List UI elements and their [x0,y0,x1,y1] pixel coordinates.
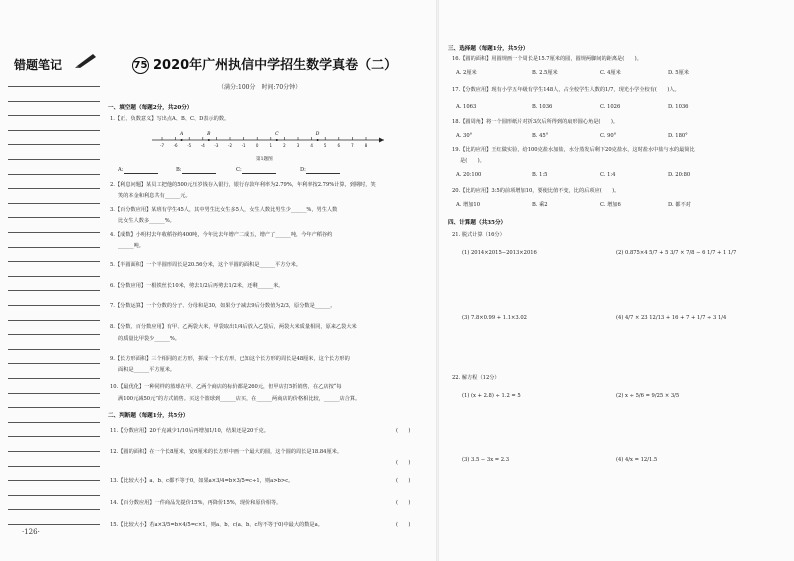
margin-rule-line [8,436,100,437]
margin-rule-line [8,451,100,452]
exam-title [132,54,397,74]
calc-2: (2) 0.875×4 5/7 + 5 3/7 × 7/8 − 6 1/7 + 1 1/7 [616,250,737,256]
mistake-notes-column [8,46,96,546]
q19-option-d: D. 20:80 [668,172,691,178]
q12-answer-bracket: ( ) [396,460,411,466]
margin-rule-line [8,524,100,525]
number-line-tick-label: 5 [323,143,327,148]
calc-3: (3) 7.8×0.99 + 1.1×3.02 [462,315,527,321]
page-number: ·126· [22,528,40,536]
number-line-point-label: D [315,132,320,137]
section-fill-in: 一、填空题（每题2分，共20分） [108,105,193,111]
question-12: 12.【圆的面积】在一个长8厘米，宽6厘米的长方形中画一个最大的圆，这个圆的周长是18.84厘米。 [110,449,343,455]
q1-answer-c: C: [236,167,276,174]
question-20: 20.【比的应用】3:5的前项增加10，要使比值不变，比的后项应( )。 [452,188,620,194]
question-9-cont: 面积是______平方厘米。 [118,367,176,373]
q17-option-a: A. 1063 [456,104,477,110]
score-time-info: （满分:100分 时间:70分钟） [218,84,302,91]
question-8-cont: 的质量比甲袋少______%。 [118,336,180,342]
margin-rule-line [8,261,100,262]
q15-answer-bracket: ( ) [396,522,411,528]
question-5: 5.【半圆面积】一个半圆形周长是20.56分米，这个半圆的面积是______平方分米。 [110,262,301,268]
number-line-tick-label: 2 [283,143,286,148]
question-11: 11.【分数应用】20千克减少1/10后再增加1/10，结果还是20千克。 [110,428,269,434]
q17-option-b: B. 1036 [532,104,553,110]
q17-option-c: C. 1026 [600,104,621,110]
margin-rule-line [8,159,100,160]
q1-answer-d: D: [300,167,340,174]
margin-rule-line [8,363,100,364]
question-21: 21. 脱式计算（16分） [452,232,505,238]
margin-rule-line [8,509,100,510]
page-fold [436,0,439,561]
number-line-tick-label: -2 [228,143,232,148]
margin-rule-line [8,378,100,379]
question-3-cont: 比女生人数多______%。 [118,218,175,224]
calc-1: (1) 2014×2015−2013×2016 [462,250,537,256]
question-17: 17.【分数应用】现有小学五年级有学生148人，占全校学生人数的1/7，现光小学全校有( )人。 [452,87,680,93]
question-6: 6.【分数应用】一根铁丝长10米，剪去1/2后再剪去1/2米，还剩______米。 [110,283,284,289]
margin-rule-line [8,144,100,145]
question-9: 9.【长方形面积】三个相同的正方形，拼成一个长方形，已知这个长方形的周长是48厘米，这个长方形的 [110,356,350,362]
question-16: 16.【圆的面积】用圆规画一个周长是15.7厘米的圆，圆规两脚间的距离是( )。 [452,56,642,62]
question-14: 14.【百分数应用】一件商品先提价15%，再降价15%，现价和原价相等。 [110,500,282,506]
question-10-cont: 满100元减50元”的方式销售。买这个篮球到______店买，在______两商店的价格相比较，______店合算。 [118,396,361,402]
exam-title-text: 2020年广州执信中学招生数学真卷（二） [153,58,398,73]
q11-answer-bracket: ( ) [396,428,411,434]
question-4-cont: ______吨。 [118,243,144,249]
margin-rule-line [8,276,100,277]
equation-3: (3) 3.5 − 3x = 2.3 [462,457,510,463]
exam-number-badge: 75 [132,57,149,74]
number-line-tick-label: 6 [337,143,341,148]
mistake-notes-heading: 错题笔记 [14,58,63,72]
number-line-tick-label: 1 [269,143,273,148]
margin-rule-line [8,495,100,496]
margin-rule-line [8,466,100,467]
number-line-point-label: C [275,132,279,137]
number-line-point-label: B [207,132,211,137]
q13-answer-bracket: ( ) [396,478,411,484]
number-line-tick-label: -7 [160,143,164,148]
q1-answer-b: B: [176,167,216,174]
question-1: 1.【正、负数意义】写出点A、B、C、D表示的数。 [110,116,230,122]
margin-rule-line [8,422,100,423]
section-calculation: 四、计算题（共35分） [448,220,507,226]
number-line-tick-label: 8 [364,143,368,148]
number-line-point-label: A [179,132,184,137]
margin-rule-line [8,247,100,248]
margin-rule-line [8,305,100,306]
number-line-tick-label: -5 [187,143,192,148]
pencil-icon [74,52,98,68]
q20-option-a: A. 增加10 [456,202,481,208]
section-multiple-choice: 三、选择题（每题1分，共5分） [448,46,529,52]
margin-rule-line [8,115,100,116]
margin-rule-line [8,393,100,394]
q18-option-d: D. 180° [668,133,688,139]
margin-rule-line [8,232,100,233]
question-7: 7.【分数运算】一个分数的分子、分母和是30，如果分子减去9后分数值为2/3，原分数是______。 [110,303,336,309]
q1-answer-a: A: [118,167,158,174]
figure-caption: 第1题图 [256,157,273,162]
question-13: 13.【比较大小】a、b、c都不等于0，如果a×3/4=b×3/5=c÷1，则a>b>c。 [110,478,294,484]
margin-rule-line [8,86,100,87]
number-line-point [208,139,210,141]
question-19: 19.【比的应用】王红做实验，给100克盐水加盐，水分蒸发后剩下20克盐水，这时盐水中盐与水的最简比 [452,147,695,153]
number-line-tick-label: -4 [200,143,205,148]
q16-option-a: A. 2厘米 [456,70,477,76]
question-4: 4.【成数】小明村去年收稻谷约400吨，今年比去年增产二成五，增产了______吨，今年产稻谷约 [110,232,333,238]
number-line-tick-label: 3 [296,143,300,148]
number-line-tick-label: -3 [214,143,219,148]
number-line-tick-label: -6 [173,143,178,148]
q16-option-c: C. 4厘米 [600,70,621,76]
q18-option-b: B. 45° [532,133,549,139]
question-8: 8.【分数、百分数应用】有甲、乙两袋大米，甲袋取出1/4后放入乙袋后，两袋大米质量相同，原来乙袋大米 [110,324,357,330]
equation-2: (2) x ÷ 5/6 = 9/25 × 3/5 [616,393,680,399]
margin-rule-line [8,130,100,131]
margin-rule-line [8,320,100,321]
number-line-tick-label: 7 [351,143,354,148]
q20-option-d: D. 都不对 [668,202,691,208]
q20-option-c: C. 增加6 [600,202,621,208]
q14-answer-bracket: ( ) [396,500,411,506]
question-2: 2.【利息问题】某员工把他的500元压岁钱存入银行，银行存款年利率为2.79%，年利率按2.79%计算，到期时，笑 [110,182,376,188]
margin-rule-line [8,174,100,175]
number-line [148,128,388,152]
margin-rule-line [8,334,100,335]
number-line-tick-label: -1 [241,143,246,148]
q20-option-b: B. 乘2 [532,202,548,208]
calc-4: (4) 4/7 × 23 12/13 + 16 + 7 + 1/7 ÷ 3 1/4 [616,315,727,321]
question-22: 22. 解方程（12分） [452,375,500,381]
question-10: 10.【最优化】一种同样的篮球在甲、乙两个商店的标价都是260元，但甲店打5折销售，在乙店按“每 [110,384,342,390]
margin-rule-line [8,217,100,218]
number-line-tick-label: 4 [310,143,313,148]
number-line-tick-label: 0 [255,143,259,148]
q16-option-d: D. 5厘米 [668,70,689,76]
margin-rule-line [8,349,100,350]
q19-option-a: A. 20:100 [456,172,482,178]
number-line-point [276,139,278,141]
q19-option-c: C. 1:4 [600,172,616,178]
margin-rule-line [8,101,100,102]
margin-rule-line [8,188,100,189]
equation-4: (4) 4/x = 12/1.5 [616,457,658,463]
question-3: 3.【百分数应用】某班有学生45人，其中男生比女生多5人，女生人数比男生少______%，男生人数 [110,207,338,213]
margin-rule-line [8,290,100,291]
q16-option-b: B. 2.5厘米 [532,70,558,76]
number-line-point [181,139,183,141]
q17-option-d: D. 1036 [668,104,689,110]
equation-1: (1) (x + 2.8) ÷ 1.2 = 5 [462,393,521,399]
question-15: 15.【比较大小】若a×3/5=b×4/5=c×1，则a、b、c(a、b、c均不等于0)中最大的数是a。 [110,522,323,528]
margin-rule-line [8,407,100,408]
q18-option-a: A. 30° [456,133,473,139]
margin-rule-line [8,203,100,204]
question-18: 18.【圆周角】将一个圆形纸片对折3次后所得到的扇形圆心角是( )。 [452,119,619,125]
q18-option-c: C. 90° [600,133,617,139]
question-19-cont: 是( )。 [460,158,485,164]
q19-option-b: B. 1:5 [532,172,548,178]
margin-rule-line [8,480,100,481]
number-line-point [317,139,319,141]
question-2-cont: 笑的本金和利息共有______元。 [118,193,191,199]
section-true-false: 二、判断题（每题1分，共5分） [108,413,189,419]
